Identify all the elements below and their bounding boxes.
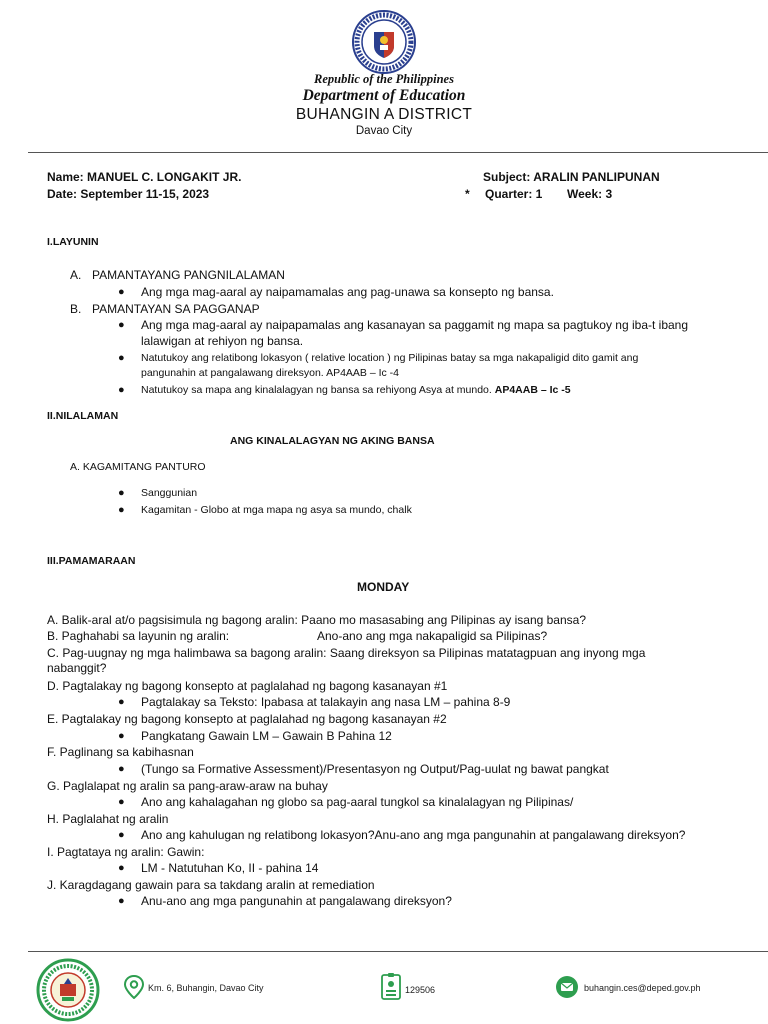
bullet-icon: ● [118,504,125,516]
deped-seal-icon [352,10,416,74]
lesson-date: Date: September 11-15, 2023 [47,187,210,201]
step-a: A. Balik-aral at/o pagsisimula ng bagong aralin: Paano mo masasabing ang Pilipinas ay isang bansa? [47,613,586,627]
layunin-a-item: Ang mga mag-aaral ay naipamamalas ang pag-unawa sa konsepto ng bansa. [141,285,554,299]
bullet-icon: ● [118,286,125,298]
republic-heading: Republic of the Philippines [314,72,454,86]
step-c-line1: C. Pag-uugnay ng mga halimbawa sa bagong aralin: Saang direksyon sa Pilipinas matatagpuan ang inyong mga [47,646,646,660]
layunin-heading: I.LAYUNIN [47,236,99,248]
subject: Subject: ARALIN PANLIPUNAN [483,170,660,184]
footer-divider [28,951,768,952]
nilalaman-heading: II.NILALAMAN [47,410,119,422]
step-e-item: Pangkatang Gawain LM – Gawain B Pahina 12 [141,729,392,743]
bullet-icon: ● [118,796,125,808]
layunin-b-item1-line1: Ang mga mag-aaral ay naipapamalas ang kasanayan sa paggamit ng mapa sa pagtukoy ng iba-t ibang [141,318,689,332]
kagamitan-heading: A. KAGAMITANG PANTURO [70,461,206,473]
step-j-item: Anu-ano ang mga pangunahin at pangalawang direksyon? [141,894,452,908]
step-f-item: (Tungo sa Formative Assessment)/Presentasyon ng Output/Pag-uulat ng bawat pangkat [141,762,609,776]
layunin-b-item3: Natutukoy sa mapa ang kinalalagyan ng bansa sa rehiyong Asya at mundo. AP4AAB – Ic -5 [141,384,571,396]
step-i: I. Pagtataya ng aralin: Gawin: [47,845,205,859]
bullet-icon: ● [118,352,125,364]
step-b-label: B. Paghahabi sa layunin ng aralin: [47,629,230,643]
bullet-icon: ● [118,696,125,708]
step-f: F. Paglinang sa kabihasnan [47,745,194,759]
id-card-icon [381,972,401,1000]
bullet-icon: ● [118,384,125,396]
kagamitan-item-2: Kagamitan - Globo at mga mapa ng asya sa mundo, chalk [141,504,412,516]
day-heading: MONDAY [357,580,410,594]
district-heading: BUHANGIN A DISTRICT [295,106,473,123]
layunin-b-item1-line2: lalawigan at rehiyon ng bansa. [141,334,304,348]
header-divider [28,152,768,153]
layunin-b-item2-line1: Natutukoy ang relatibong lokasyon ( relative location ) ng Pilipinas batay sa mga nakapaligid dito gamit ang [141,352,639,364]
bullet-icon: ● [118,763,125,775]
bullet-icon: ● [118,895,125,907]
step-c-line2: nabanggit? [47,661,107,675]
step-d-item: Pagtalakay sa Teksto: Ipabasa at talakayin ang nasa LM – pahina 8-9 [141,695,511,709]
kagamitan-item-1: Sanggunian [141,487,198,499]
step-h: H. Paglalahat ng aralin [47,812,169,826]
step-e: E. Pagtalakay ng bagong konsepto at paglalahad ng bagong kasanayan #2 [47,712,447,726]
step-g: G. Paglalapat ng aralin sa pang-araw-araw na buhay [47,779,328,793]
department-heading: Department of Education [302,87,466,104]
bullet-icon: ● [118,487,125,499]
footer-email: buhangin.ces@deped.gov.ph [584,983,701,993]
school-seal-icon [36,958,100,1022]
step-i-item: LM - Natutuhan Ko, II - pahina 14 [141,861,319,875]
lesson-title: ANG KINALALAGYAN NG AKING BANSA [230,435,435,447]
competency-code: AP4AAB – Ic -5 [494,384,571,396]
teacher-name: Name: MANUEL C. LONGAKIT JR. [47,170,242,184]
week: Week: 3 [567,187,613,201]
step-g-item: Ano ang kahalagahan ng globo sa pag-aaral tungkol sa kinalalagyan ng Pilipinas/ [141,795,574,809]
layunin-b-title: PAMANTAYAN SA PAGGANAP [92,302,260,316]
step-b-text: Ano-ano ang mga nakapaligid sa Pilipinas? [317,629,548,643]
email-icon [555,975,579,999]
pamamaraan-heading: III.PAMAMARAAN [47,555,136,567]
city-heading: Davao City [355,125,413,137]
layunin-b-label: B. [70,302,82,316]
step-d: D. Pagtalakay ng bagong konsepto at paglalahad ng bagong kasanayan #1 [47,679,448,693]
layunin-b-item2-line2: pangunahin at pangalawang direksyon. AP4AAB – Ic -4 [141,367,400,379]
layunin-a-title: PAMANTAYANG PANGNILALAMAN [92,268,285,282]
location-pin-icon [123,975,145,999]
bullet-icon: ● [118,829,125,841]
quarter: Quarter: 1 [485,187,543,201]
layunin-a-label: A. [70,268,82,282]
star-mark: * [465,187,470,201]
bullet-icon: ● [118,862,125,874]
footer-address: Km. 6, Buhangin, Davao City [148,983,264,993]
footer-school-id: 129506 [405,985,436,995]
step-j: J. Karagdagang gawain para sa takdang aralin at remediation [47,878,375,892]
bullet-icon: ● [118,730,125,742]
step-h-item: Ano ang kahulugan ng relatibong lokasyon?Anu-ano ang mga pangunahin at pangalawang direksyon? [141,828,686,842]
bullet-icon: ● [118,319,125,331]
